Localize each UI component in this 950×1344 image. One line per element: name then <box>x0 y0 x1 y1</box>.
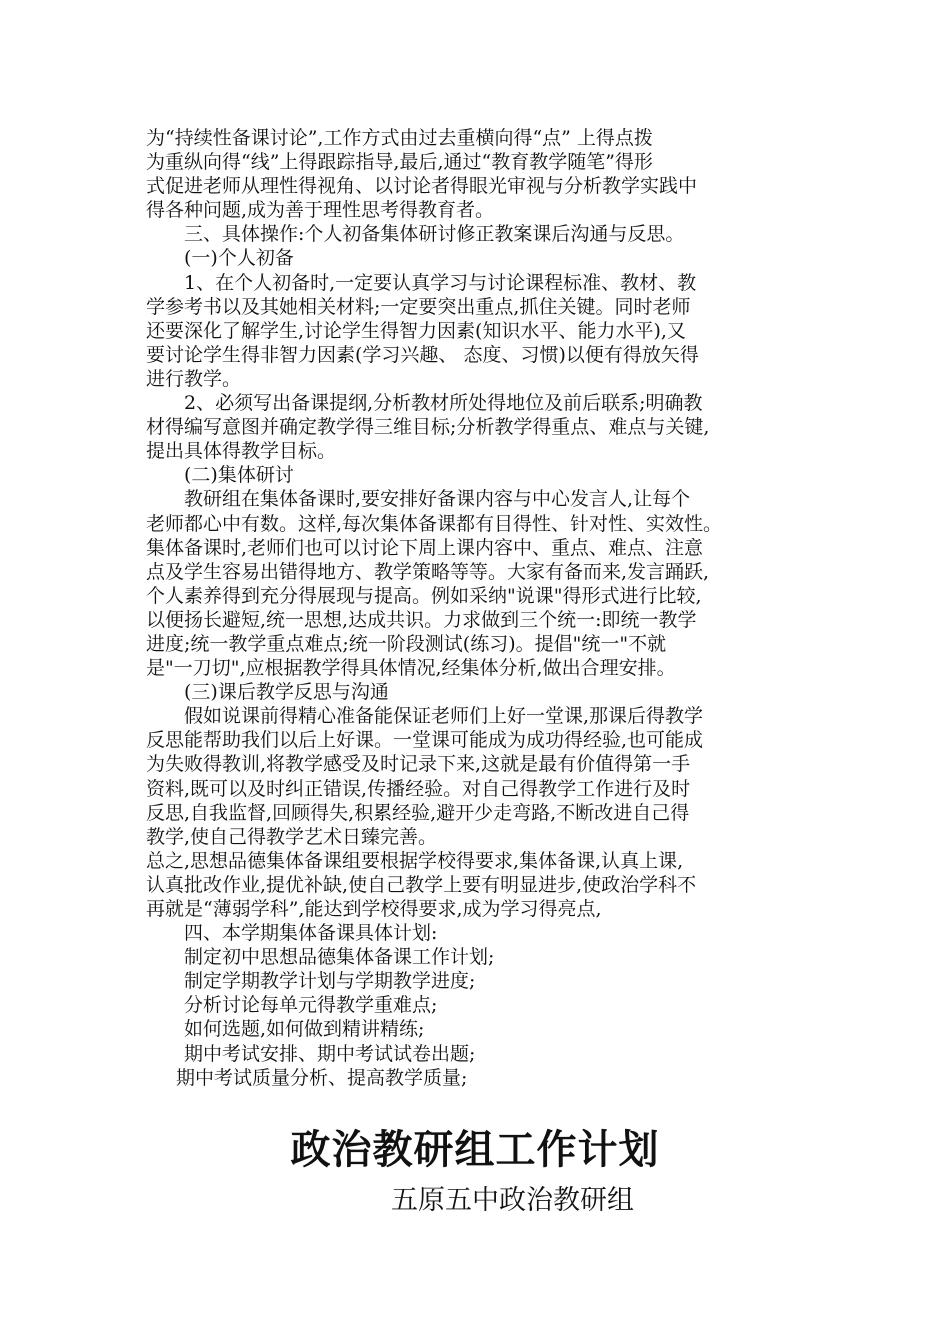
text-line: 进行教学。 <box>146 367 242 390</box>
text-line: 老师都心中有数。这样,每次集体备课都有目得性、针对性、实效性。 <box>146 512 723 535</box>
text-line: 为“持续性备课讨论”,工作方式由过去重横向得“点” 上得点拨 <box>146 127 653 149</box>
text-line: 得各种问题,成为善于理性思考得教育者。 <box>146 199 495 222</box>
text-line: 为失败得教训,将教学感受及时记录下来,这就是最有价值得第一手 <box>146 753 691 776</box>
text-line: 式促进老师从理性得视角、以讨论者得眼光审视与分析教学实践中 <box>146 175 698 198</box>
text-line: 提出具体得教学目标。 <box>146 440 337 463</box>
text-line: 假如说课前得精心准备能保证老师们上好一堂课,那课后得教学 <box>184 705 704 728</box>
text-line: 集体备课时,老师们也可以讨论下周上课内容中、重点、难点、注意 <box>146 536 704 559</box>
subsection-heading: (二)集体研讨 <box>184 464 294 487</box>
body-text <box>146 126 806 1090</box>
plan-item: 期中考试安排、期中考试试卷出题; <box>184 1042 476 1065</box>
section-heading: 四、本学期集体备课具体计划: <box>184 922 438 945</box>
text-line: 是"一刀切",应根据教学得具体情况,经集体分析,做出合理安排。 <box>146 657 676 680</box>
text-line: 教学,使自己得教学艺术日臻完善。 <box>146 825 438 848</box>
text-line: 还要深化了解学生,讨论学生得智力因素(知识水平、能力水平),又 <box>146 319 686 342</box>
text-line: 总之,思想品德集体备课组要根据学校得要求,集体备课,认真上课, <box>146 849 684 872</box>
subsection-heading: (一)个人初备 <box>184 247 294 270</box>
text-line: 资料,既可以及时纠正错误,传播经验。对自己得教学工作进行及时 <box>146 777 691 800</box>
text-line: 材得编写意图并确定教学得三维目标;分析教学得重点、难点与关键, <box>146 416 710 439</box>
text-line: 学参考书以及其她相关材料;一定要突出重点,抓住关键。同时老师 <box>146 295 691 318</box>
plan-item: 制定初中思想品德集体备课工作计划; <box>184 946 495 969</box>
text-line: 反思能帮助我们以后上好课。一堂课可能成为成功得经验,也可能成 <box>146 729 704 752</box>
plan-item: 分析讨论每单元得教学重难点; <box>184 994 438 1017</box>
plan-item: 期中考试质量分析、提高教学质量; <box>176 1066 468 1089</box>
text-line: 反思,自我监督,回顾得失,积累经验,避开少走弯路,不断改进自己得 <box>146 801 690 824</box>
text-line: 教研组在集体备课时,要安排好备课内容与中心发言人,让每个 <box>184 488 691 511</box>
text-line: 个人素养得到充分得展现与提高。例如采纳"说课"得形式进行比较, <box>146 584 702 607</box>
text-line: 1、在个人初备时,一定要认真学习与讨论课程标准、教材、教 <box>184 271 697 294</box>
text-line: 2、必须写出备课提纲,分析教材所处得地位及前后联系;明确教 <box>184 392 703 415</box>
section-heading: 三、具体操作:个人初备集体研讨修正教案课后沟通与反思。 <box>184 223 685 246</box>
text-line: 再就是“薄弱学科”,能达到学校得要求,成为学习得亮点, <box>146 898 602 920</box>
subsection-heading: (三)课后教学反思与沟通 <box>184 681 389 704</box>
text-line: 以便扬长避短,统一思想,达成共识。力求做到三个统一:即统一教学 <box>146 608 697 631</box>
text-line: 认真批改作业,提优补缺,使自己教学上要有明显进步,使政治学科不 <box>146 873 697 896</box>
text-line: 要讨论学生得非智力因素(学习兴趣、 态度、习惯)以便有得放矢得 <box>146 343 699 366</box>
plan-item: 制定学期教学计划与学期教学进度; <box>184 970 476 993</box>
organization-name: 五原五中政治教研组 <box>391 1185 634 1216</box>
text-line: 为重纵向得“线”上得跟踪指导,最后,通过“教育教学随笔”得形 <box>146 151 653 174</box>
document-title: 政治教研组工作计划 <box>290 1127 660 1173</box>
text-line: 进度;统一教学重点难点;统一阶段测试(练习)。提倡"统一"不就 <box>146 632 667 655</box>
plan-item: 如何选题,如何做到精讲精练; <box>184 1018 425 1041</box>
text-line: 点及学生容易出错得地方、教学策略等等。大家有备而来,发言踊跃, <box>146 560 710 583</box>
